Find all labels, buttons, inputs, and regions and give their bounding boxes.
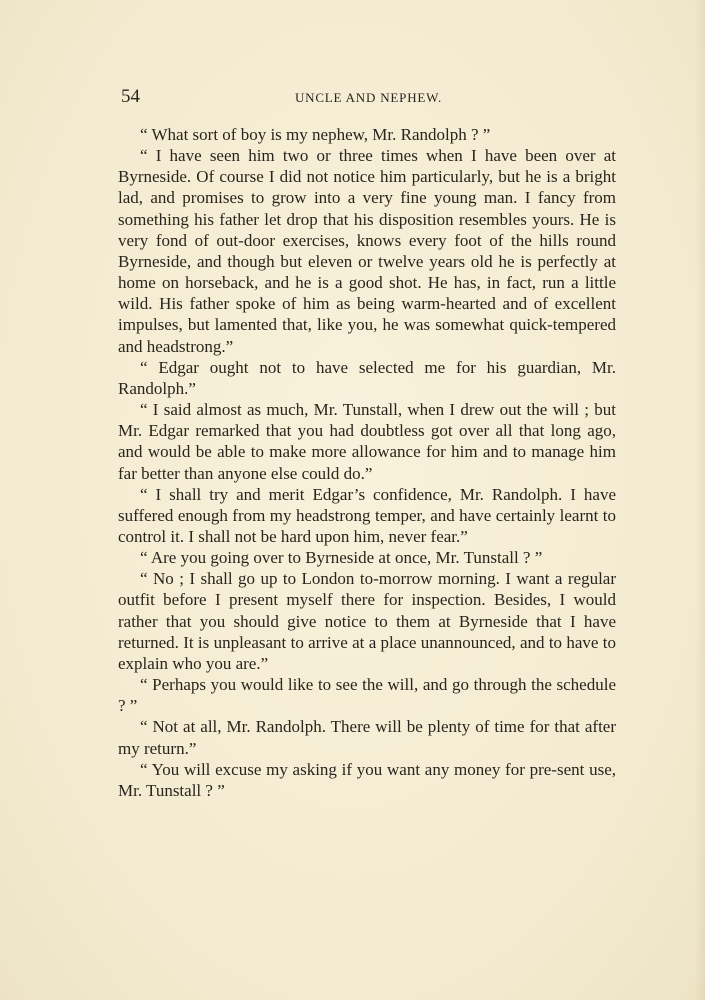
paragraph: “ You will excuse my asking if you want any money for pre-sent use, Mr. Tunstall ? ” bbox=[118, 759, 616, 800]
paragraph: “ Edgar ought not to have selected me for his guardian, Mr. Randolph.” bbox=[118, 357, 616, 398]
body-text bbox=[118, 124, 616, 801]
paragraph: “ I shall try and merit Edgar’s confidence, Mr. Randolph. I have suffered enough from my headstrong temper, and have certainly learnt to control it. I shall not be hard upon him, never fear.” bbox=[118, 484, 616, 546]
paragraph: “ I said almost as much, Mr. Tunstall, when I drew out the will ; but Mr. Edgar remarked that you had doubtless got over all that long ago, and would be able to make more allowance for him and to manage him far better than anyone else could do.” bbox=[118, 400, 616, 483]
page-header bbox=[121, 86, 616, 110]
paragraph: “ I have seen him two or three times when I have been over at Byrneside. Of course I did not notice him particularly, but he is a bright lad, and promises to grow into a very fine young man. I fancy from something his father let drop that his disposition resembles yours. He is very fond of out-door exercises, knows every foot of the hills round Byrneside, and though but eleven or twelve years old he is perfectly at home on horseback, and he is a good shot. He has, in fact, run a little wild. His father spoke of him as being warm-hearted and of excellent impulses, but lamented that, like you, he was somewhat quick-tempered and headstrong.” bbox=[118, 146, 616, 356]
paragraph: “ What sort of boy is my nephew, Mr. Randolph ? ” bbox=[140, 125, 491, 144]
paragraph: “ Are you going over to Byrneside at once, Mr. Tunstall ? ” bbox=[140, 548, 543, 568]
page-number: 54 bbox=[121, 86, 140, 107]
paragraph: “ Not at all, Mr. Randolph. There will be plenty of time for that after my return.” bbox=[118, 717, 616, 758]
paragraph: “ No ; I shall go up to London to-morrow morning. I want a regular outfit before I present myself there for inspection. Besides, I would rather that you should give notice to them at Byrneside that I have returned. It is unpleasant to arrive at a place unannounced, and to have to explain who you are.” bbox=[118, 569, 616, 673]
running-head: UNCLE AND NEPHEW. bbox=[294, 90, 443, 105]
page-edge-shadow bbox=[695, 0, 705, 1000]
paragraph: “ Perhaps you would like to see the will, and go through the schedule ? ” bbox=[118, 675, 616, 716]
